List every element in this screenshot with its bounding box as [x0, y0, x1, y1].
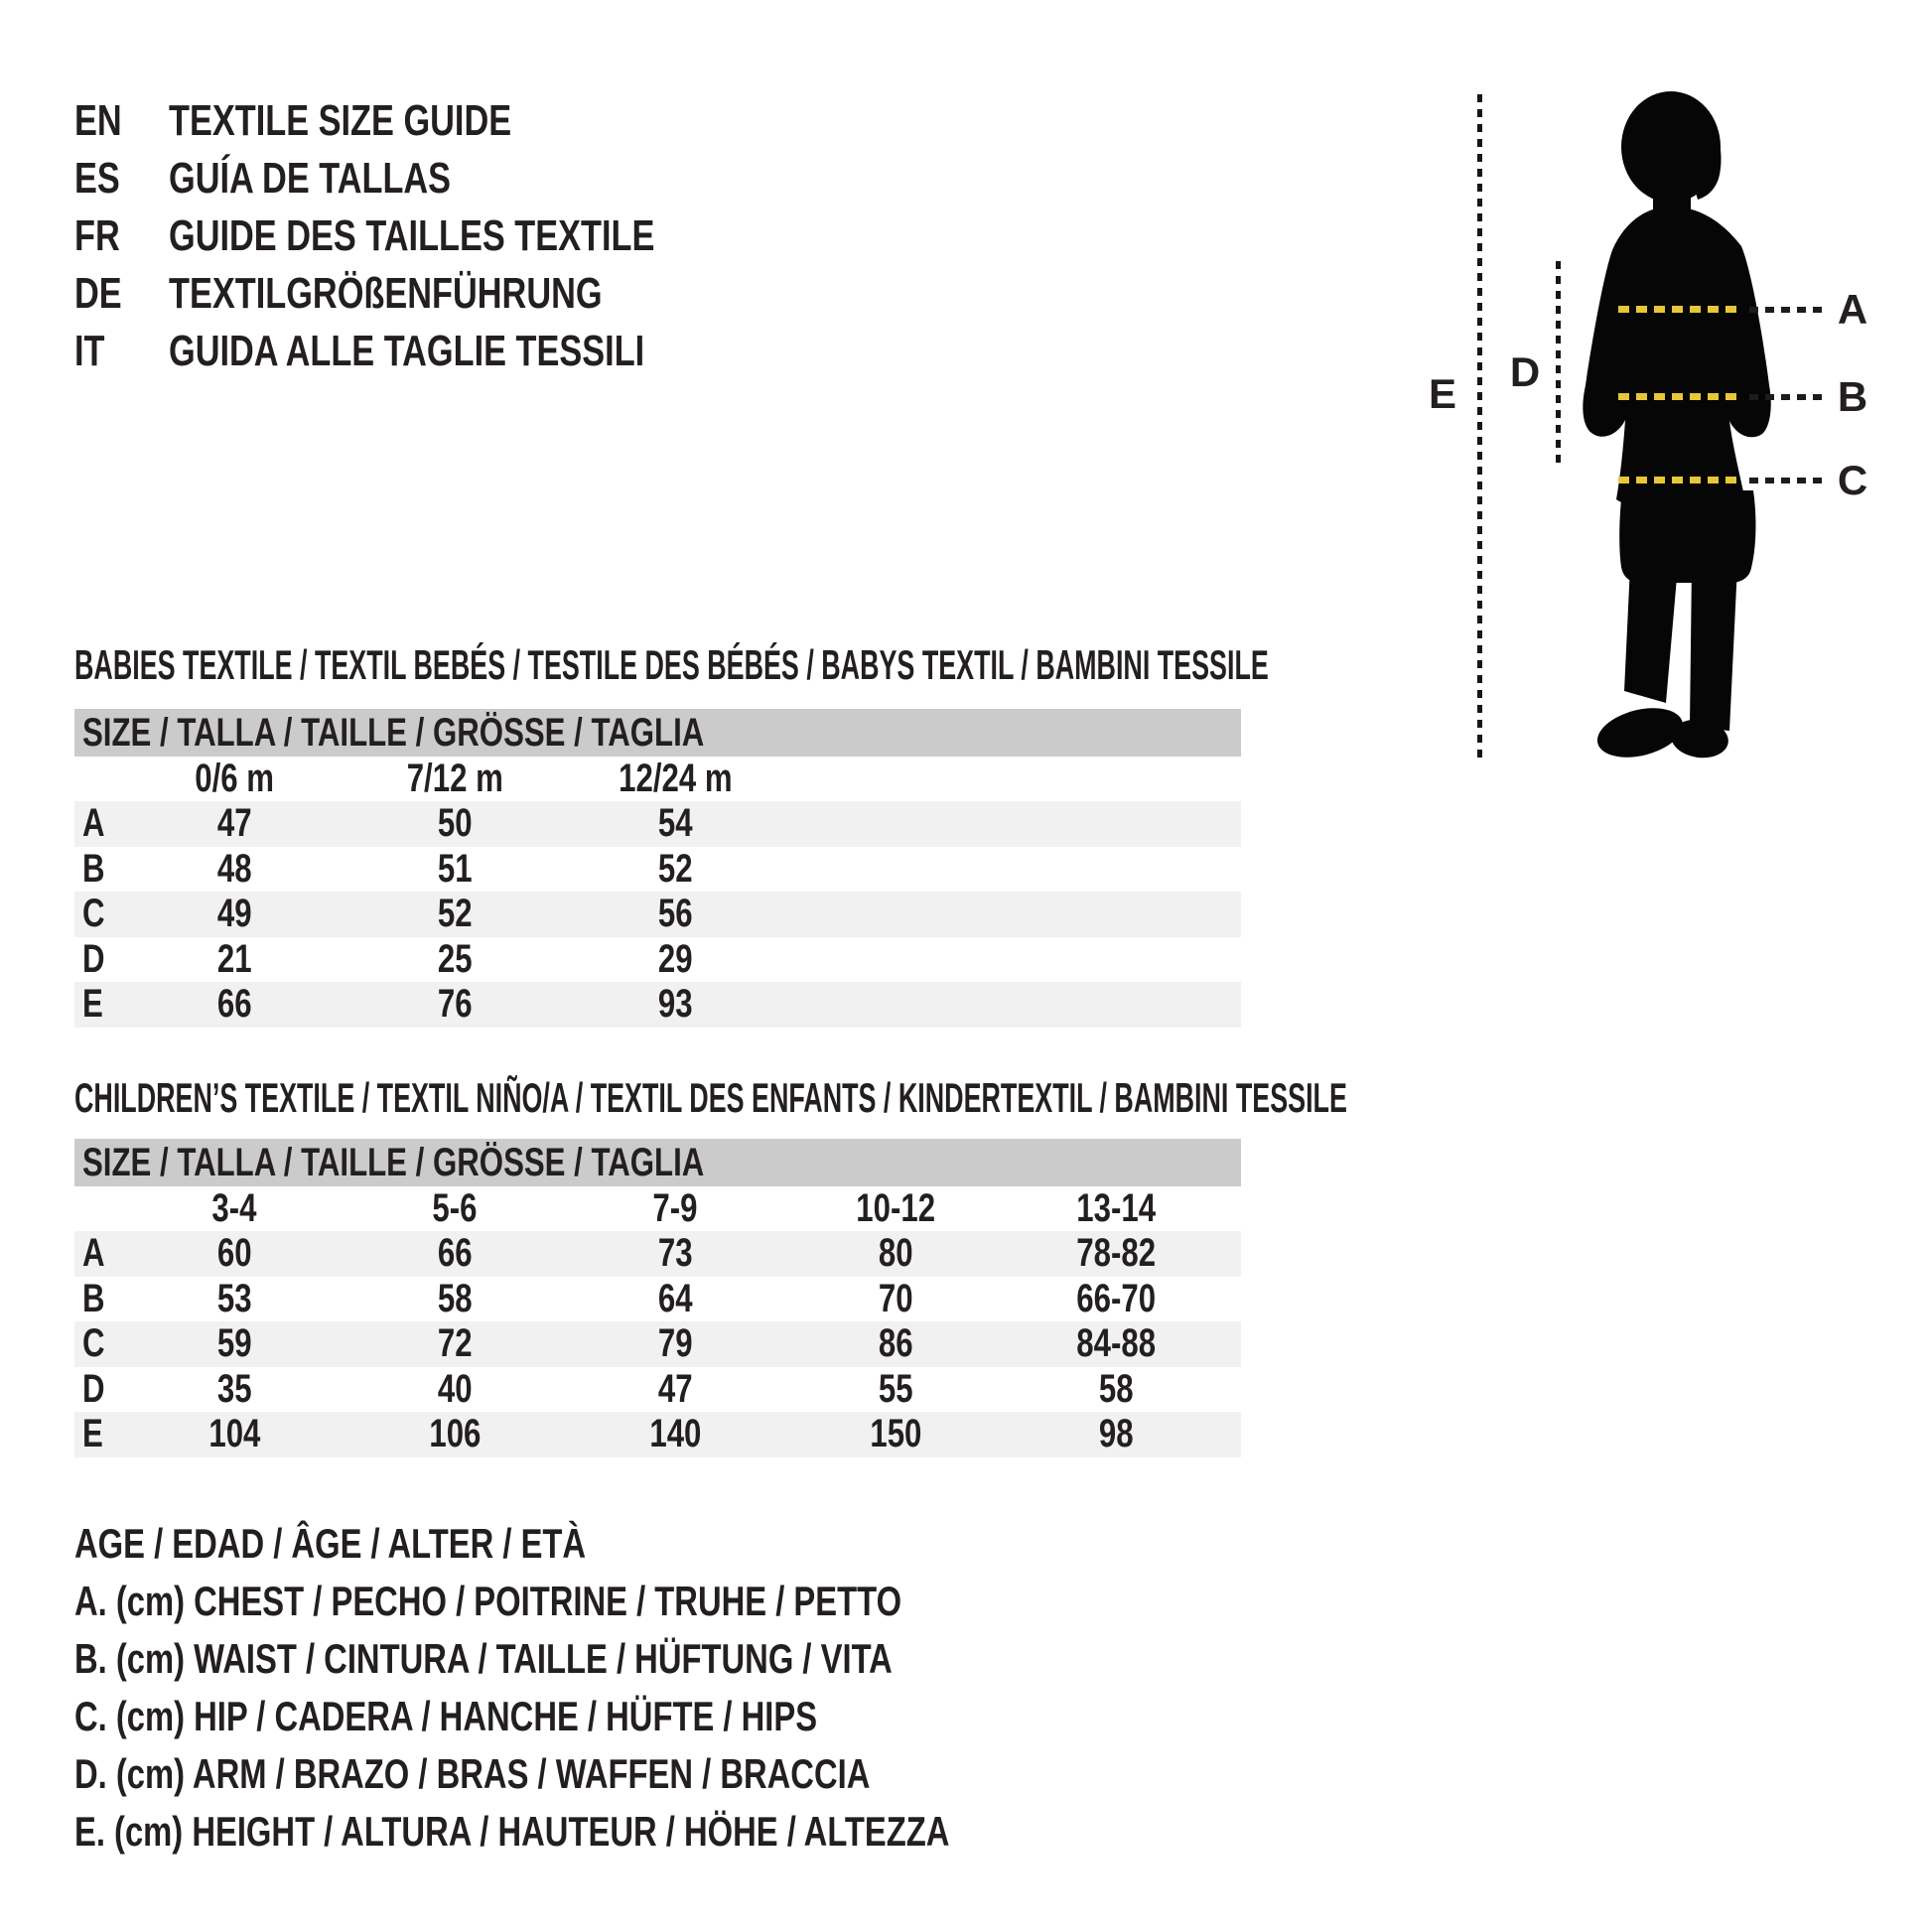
children-size-header-bar	[74, 1139, 1241, 1186]
col-header-text: 0/6 m	[195, 757, 274, 800]
table-cell	[785, 1367, 1006, 1412]
cell-text: 54	[657, 801, 693, 846]
children-column-header-row	[74, 1185, 1241, 1231]
cell-text: 56	[657, 892, 693, 936]
language-code	[74, 96, 169, 146]
table-cell	[345, 1412, 565, 1456]
col-header-text: 3-4	[211, 1185, 257, 1230]
children-col-header-3	[785, 1186, 1006, 1231]
language-code-text: DE	[74, 269, 122, 318]
row-label	[74, 801, 124, 846]
babies-size-header-text: SIZE / TALLA / TAILLE / GRÖSSE / TAGLIA	[82, 710, 705, 755]
table-cell	[565, 892, 785, 936]
babies-table-body	[74, 801, 1241, 1028]
cell-text: 78-82	[1076, 1231, 1156, 1276]
cell-text: 25	[437, 936, 473, 981]
cell-text: 84-88	[1076, 1321, 1156, 1366]
table-cell	[124, 1277, 345, 1321]
cell-text: 73	[657, 1231, 693, 1276]
table-cell	[124, 1231, 345, 1276]
cell-text: 66-70	[1076, 1276, 1156, 1320]
table-cell	[565, 847, 785, 892]
children-col-header-4	[1006, 1186, 1226, 1231]
row-label-text: E	[82, 982, 103, 1027]
table-cell	[785, 1321, 1006, 1366]
cell-text: 70	[878, 1276, 913, 1320]
legend-line-waist	[74, 1630, 1196, 1688]
legend-line-hip	[74, 1688, 1196, 1745]
babies-size-header-bar	[74, 709, 1241, 757]
cell-text: 150	[869, 1412, 922, 1456]
legend-text: A. (cm) CHEST / PECHO / POITRINE / TRUHE / PETTO	[74, 1578, 902, 1624]
language-code-text: EN	[74, 96, 122, 145]
children-row-c	[74, 1321, 1241, 1367]
table-cell	[785, 1231, 1006, 1276]
row-label-text: B	[82, 1276, 105, 1320]
table-cell	[124, 892, 345, 936]
language-row-en	[74, 92, 791, 150]
guide-title-en: TEXTILE SIZE GUIDE	[169, 96, 512, 145]
babies-column-header-row	[74, 757, 1241, 801]
table-cell	[565, 982, 785, 1027]
cell-text: 47	[657, 1366, 693, 1411]
chest-measure-dash-black	[1749, 307, 1823, 313]
guide-title-de: TEXTILGRÖßENFÜHRUNG	[169, 269, 603, 318]
table-cell	[345, 847, 565, 892]
cell-text: 66	[437, 1231, 473, 1276]
measure-label-b: B	[1837, 373, 1868, 420]
cell-text: 40	[437, 1366, 473, 1411]
table-cell	[124, 1412, 345, 1456]
language-code	[74, 211, 169, 261]
table-cell	[1006, 1277, 1226, 1321]
cell-text: 76	[437, 982, 473, 1027]
row-label-text: D	[82, 936, 105, 981]
table-cell	[1006, 1367, 1226, 1412]
cell-text: 104	[207, 1412, 261, 1456]
table-cell	[124, 1321, 345, 1366]
cell-text: 93	[657, 982, 693, 1027]
row-label	[74, 937, 124, 982]
table-cell	[345, 892, 565, 936]
babies-col-header-0	[124, 757, 345, 801]
chest-measure-dash-yellow	[1618, 306, 1740, 313]
guide-title-fr: GUIDE DES TAILLES TEXTILE	[169, 211, 655, 260]
row-label-text: B	[82, 846, 105, 891]
children-row-e	[74, 1412, 1241, 1457]
babies-col-header-1	[345, 757, 565, 801]
cell-text: 55	[878, 1366, 913, 1411]
cell-text: 80	[878, 1231, 913, 1276]
legend-text: E. (cm) HEIGHT / ALTURA / HAUTEUR / HÖHE / ALTEZZA	[74, 1808, 950, 1855]
arm-measure-line-d	[1556, 261, 1561, 469]
cell-text: 58	[1098, 1366, 1134, 1411]
table-cell	[345, 982, 565, 1027]
babies-row-e	[74, 982, 1241, 1028]
table-cell	[345, 1321, 565, 1366]
measure-label-c: C	[1837, 457, 1868, 503]
cell-text: 53	[216, 1276, 252, 1320]
table-cell	[1006, 1321, 1226, 1366]
row-label-text: A	[82, 1231, 105, 1276]
col-header-text: 10-12	[856, 1185, 935, 1230]
hip-measure-dash-yellow	[1618, 477, 1740, 483]
babies-row-b	[74, 847, 1241, 893]
waist-measure-dash-yellow	[1618, 393, 1740, 400]
row-label-text: C	[82, 892, 105, 936]
cell-text: 52	[657, 846, 693, 891]
cell-text: 72	[437, 1321, 473, 1366]
children-col-header-0	[124, 1186, 345, 1231]
guide-title-es: GUÍA DE TALLAS	[169, 154, 452, 203]
hip-measure-dash-black	[1749, 478, 1823, 483]
babies-row-a	[74, 801, 1241, 847]
row-label	[74, 1321, 124, 1366]
cell-text: 60	[216, 1231, 252, 1276]
children-table-body	[74, 1231, 1241, 1457]
table-cell	[565, 937, 785, 982]
children-col-header-2	[565, 1186, 785, 1231]
row-label-text: C	[82, 1321, 105, 1366]
cell-text: 86	[878, 1321, 913, 1366]
language-title-list	[74, 92, 791, 380]
children-row-a	[74, 1231, 1241, 1277]
table-cell	[785, 1412, 1006, 1456]
row-label	[74, 1231, 124, 1276]
legend-text: C. (cm) HIP / CADERA / HANCHE / HÜFTE / HIPS	[74, 1693, 818, 1739]
language-row-fr	[74, 207, 791, 265]
table-cell	[124, 847, 345, 892]
waist-measure-dash-black	[1749, 394, 1823, 400]
table-cell	[345, 1277, 565, 1321]
cell-text: 52	[437, 892, 473, 936]
table-cell	[345, 801, 565, 846]
legend-text: D. (cm) ARM / BRAZO / BRAS / WAFFEN / BRACCIA	[74, 1750, 871, 1797]
table-cell	[565, 1277, 785, 1321]
table-cell	[345, 1231, 565, 1276]
table-cell	[565, 1231, 785, 1276]
babies-col-header-2	[565, 757, 785, 801]
row-label-text: D	[82, 1366, 105, 1411]
cell-text: 58	[437, 1276, 473, 1320]
row-label	[74, 1412, 124, 1456]
col-header-text: 7-9	[652, 1185, 698, 1230]
table-cell	[565, 1367, 785, 1412]
table-cell	[345, 1367, 565, 1412]
cell-text: 50	[437, 801, 473, 846]
guide-title-it: GUIDA ALLE TAGLIE TESSILI	[169, 327, 645, 375]
table-cell	[565, 801, 785, 846]
measure-label-e: E	[1428, 370, 1456, 417]
children-row-b	[74, 1277, 1241, 1322]
row-label	[74, 982, 124, 1027]
table-cell	[565, 1321, 785, 1366]
legend-text: B. (cm) WAIST / CINTURA / TAILLE / HÜFTUNG / VITA	[74, 1635, 893, 1682]
children-row-d	[74, 1367, 1241, 1413]
table-cell	[1006, 1412, 1226, 1456]
measure-label-a: A	[1837, 286, 1868, 333]
table-cell	[345, 937, 565, 982]
table-cell	[785, 1277, 1006, 1321]
language-row-de	[74, 265, 791, 323]
language-code	[74, 327, 169, 376]
row-label	[74, 1367, 124, 1412]
cell-text: 59	[216, 1321, 252, 1366]
children-size-header-text: SIZE / TALLA / TAILLE / GRÖSSE / TAGLIA	[82, 1140, 705, 1184]
legend-line-arm	[74, 1745, 1196, 1803]
legend-line-age	[74, 1515, 1196, 1573]
children-section-title	[74, 1076, 1932, 1120]
col-header-text: 7/12 m	[406, 757, 503, 800]
table-cell	[124, 1367, 345, 1412]
language-row-it	[74, 323, 791, 380]
language-code	[74, 269, 169, 319]
col-header-text: 12/24 m	[618, 757, 733, 800]
language-code-text: ES	[74, 154, 120, 203]
table-cell	[124, 982, 345, 1027]
cell-text: 21	[216, 936, 252, 981]
table-cell	[124, 937, 345, 982]
legend-text: AGE / EDAD / ÂGE / ALTER / ETÀ	[74, 1520, 587, 1567]
cell-text: 47	[216, 801, 252, 846]
children-col-header-1	[345, 1186, 565, 1231]
cell-text: 140	[648, 1412, 702, 1456]
cell-text: 49	[216, 892, 252, 936]
measurement-legend	[74, 1515, 1196, 1861]
row-label-text: A	[82, 801, 105, 846]
cell-text: 79	[657, 1321, 693, 1366]
language-code	[74, 154, 169, 204]
col-header-text: 5-6	[432, 1185, 478, 1230]
language-row-es	[74, 150, 791, 207]
cell-text: 48	[216, 846, 252, 891]
cell-text: 106	[428, 1412, 482, 1456]
cell-text: 51	[437, 846, 473, 891]
cell-text: 29	[657, 936, 693, 981]
col-header-text: 13-14	[1076, 1185, 1156, 1230]
language-code-text: IT	[74, 327, 105, 375]
babies-section-title	[74, 643, 1932, 687]
cell-text: 64	[657, 1276, 693, 1320]
babies-row-d	[74, 937, 1241, 983]
cell-text: 98	[1098, 1412, 1134, 1456]
legend-line-height	[74, 1803, 1196, 1861]
table-cell	[565, 1412, 785, 1456]
babies-row-c	[74, 892, 1241, 937]
shirt-shape	[1583, 207, 1770, 509]
children-section-title-text: CHILDREN’S TEXTILE / TEXTIL NIÑO/A / TEXTIL DES ENFANTS / KINDERTEXTIL / BAMBINI TESSILE	[74, 1074, 1347, 1121]
measure-label-d: D	[1509, 348, 1541, 395]
row-label	[74, 892, 124, 936]
babies-section-title-text: BABIES TEXTILE / TEXTIL BEBÉS / TESTILE DES BÉBÉS / BABYS TEXTIL / BAMBINI TESSILE	[74, 641, 1269, 688]
table-cell	[124, 801, 345, 846]
row-label	[74, 1277, 124, 1321]
cell-text: 66	[216, 982, 252, 1027]
language-code-text: FR	[74, 211, 120, 260]
row-label-text: E	[82, 1412, 103, 1456]
legend-line-chest	[74, 1573, 1196, 1630]
row-label	[74, 847, 124, 892]
table-cell	[1006, 1231, 1226, 1276]
cell-text: 35	[216, 1366, 252, 1411]
